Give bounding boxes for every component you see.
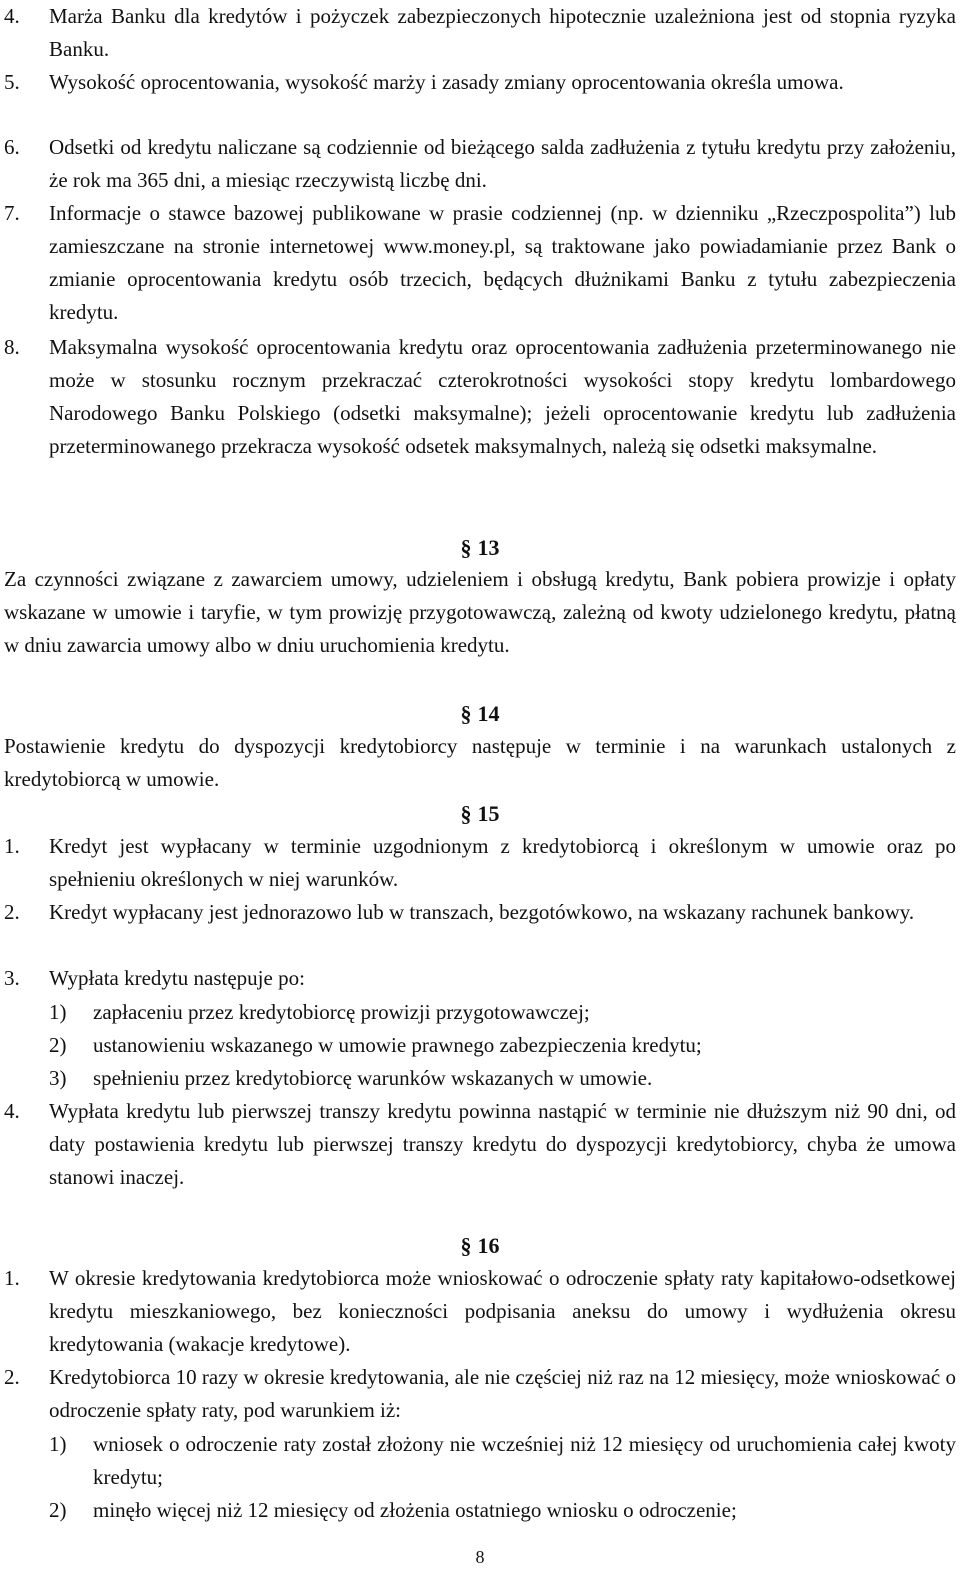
item-number: 4. bbox=[4, 4, 20, 28]
sublist-item-3 bbox=[49, 1062, 956, 1095]
section-sign: § bbox=[460, 701, 472, 726]
item-number: 2. bbox=[4, 1365, 20, 1389]
sublist-item-1 bbox=[49, 996, 956, 1029]
subitem-text: zapłaceniu przez kredytobiorcę prowizji przygotowawczej; bbox=[93, 1000, 590, 1024]
subitem-number: 2) bbox=[49, 1033, 67, 1057]
item-number: 5. bbox=[4, 70, 20, 94]
subitem-text: ustanowieniu wskazanego w umowie prawnego zabezpieczenia kredytu; bbox=[93, 1033, 702, 1057]
section-number: 16 bbox=[477, 1233, 500, 1258]
item-number: 1. bbox=[4, 834, 20, 858]
sublist-item-2 bbox=[49, 1029, 956, 1062]
item-number: 7. bbox=[4, 201, 20, 225]
item-number: 8. bbox=[4, 335, 20, 359]
item-number: 1. bbox=[4, 1266, 20, 1290]
list-item-16-1 bbox=[4, 1262, 956, 1361]
list-item-6 bbox=[4, 131, 956, 197]
list-item-5 bbox=[4, 66, 956, 99]
section-heading-16 bbox=[0, 1229, 960, 1262]
subitem-number: 3) bbox=[49, 1066, 67, 1090]
section-heading-14 bbox=[0, 697, 960, 730]
item-text: Kredytobiorca 10 razy w okresie kredytowania, ale nie częściej niż raz na 12 miesięcy, może wnioskować o odroczenie spłaty raty, pod warunkiem iż: bbox=[49, 1365, 956, 1422]
list-item-15-1 bbox=[4, 830, 956, 896]
sublist-item-16-2 bbox=[49, 1494, 956, 1527]
list-item-15-4 bbox=[4, 1095, 956, 1194]
section-14-paragraph: Postawienie kredytu do dyspozycji kredytobiorcy następuje w terminie i na warunkach ustalonych z kredytobiorcą w umowie. bbox=[4, 734, 956, 791]
subitem-text: spełnieniu przez kredytobiorcę warunków wskazanych w umowie. bbox=[93, 1066, 653, 1090]
section-13-paragraph: Za czynności związane z zawarciem umowy, udzieleniem i obsługą kredytu, Bank pobiera prowizje i opłaty wskazane w umowie i taryfie, w tym prowizję przygotowawczą, zależną od kwoty udzielonego kredytu, płatną w dniu zawarcia umowy albo w dniu uruchomienia kredytu. bbox=[4, 567, 956, 657]
subitem-number: 2) bbox=[49, 1498, 67, 1522]
subitem-text: wniosek o odroczenie raty został złożony nie wcześniej niż 12 miesięcy od uruchomienia całej kwoty kredytu; bbox=[93, 1432, 956, 1489]
list-item-15-2 bbox=[4, 896, 956, 929]
section-sign: § bbox=[460, 801, 472, 826]
item-text: Maksymalna wysokość oprocentowania kredytu oraz oprocentowania zadłużenia przeterminowanego nie może w stosunku rocznym przekraczać czterokrotności wysokości stopy kredytu lombardowego Narodowego Banku Polskiego (odsetki maksymalne); jeżeli oprocentowanie kredytu lub zadłużenia przeterminowanego przekracza wysokość odsetek maksymalnych, należą się odsetki maksymalne. bbox=[49, 335, 956, 458]
item-text: Wypłata kredytu następuje po: bbox=[49, 966, 305, 990]
list-item-7 bbox=[4, 197, 956, 329]
list-item-8 bbox=[4, 331, 956, 463]
section-number: 15 bbox=[477, 801, 500, 826]
subitem-number: 1) bbox=[49, 1432, 67, 1456]
item-number: 2. bbox=[4, 900, 20, 924]
item-text: Wypłata kredytu lub pierwszej transzy kredytu powinna nastąpić w terminie nie dłuższym niż 90 dni, od daty postawienia kredytu lub pierwszej transzy kredytu do dyspozycji kredytobiorcy, chyba że umowa stanowi inaczej. bbox=[49, 1099, 956, 1189]
section-number: 14 bbox=[477, 701, 500, 726]
item-text: W okresie kredytowania kredytobiorca może wnioskować o odroczenie spłaty raty kapitałowo-odsetkowej kredytu mieszkaniowego, bez konieczności podpisania aneksu do umowy i wydłużenia okresu kredytowania (wakacje kredytowe). bbox=[49, 1266, 956, 1356]
item-text: Odsetki od kredytu naliczane są codziennie od bieżącego salda zadłużenia z tytułu kredytu przy założeniu, że rok ma 365 dni, a miesiąc rzeczywistą liczbę dni. bbox=[49, 135, 956, 192]
section-sign: § bbox=[460, 535, 472, 560]
item-text: Wysokość oprocentowania, wysokość marży i zasady zmiany oprocentowania określa umowa. bbox=[49, 70, 844, 94]
subitem-text: minęło więcej niż 12 miesięcy od złożenia ostatniego wniosku o odroczenie; bbox=[93, 1498, 737, 1522]
list-item-16-2 bbox=[4, 1361, 956, 1427]
list-item-15-3 bbox=[4, 962, 956, 995]
section-sign: § bbox=[460, 1233, 472, 1258]
item-text: Kredyt jest wypłacany w terminie uzgodnionym z kredytobiorcą i określonym w umowie oraz po spełnieniu określonych w niej warunków. bbox=[49, 834, 956, 891]
item-text: Kredyt wypłacany jest jednorazowo lub w transzach, bezgotówkowo, na wskazany rachunek bankowy. bbox=[49, 900, 915, 924]
section-number: 13 bbox=[477, 535, 500, 560]
subitem-number: 1) bbox=[49, 1000, 67, 1024]
item-number: 4. bbox=[4, 1099, 20, 1123]
list-item-4 bbox=[4, 0, 956, 66]
section-heading-15 bbox=[0, 797, 960, 830]
page-number: 8 bbox=[475, 1547, 485, 1567]
item-text: Informacje o stawce bazowej publikowane w prasie codziennej (np. w dzienniku „Rzeczpospolita”) lub zamieszczane na stronie internetowej www.money.pl, są traktowane jako powiadamianie przez Bank o zmianie oprocentowania kredytu osób trzecich, będących dłużnikami Banku z tytułu zabezpieczenia kredytu. bbox=[49, 201, 956, 324]
item-text: Marża Banku dla kredytów i pożyczek zabezpieczonych hipotecznie uzależniona jest od stopnia ryzyka Banku. bbox=[49, 4, 956, 61]
item-number: 6. bbox=[4, 135, 20, 159]
sublist-item-16-1 bbox=[49, 1428, 956, 1494]
item-number: 3. bbox=[4, 966, 20, 990]
section-heading-13 bbox=[0, 531, 960, 564]
